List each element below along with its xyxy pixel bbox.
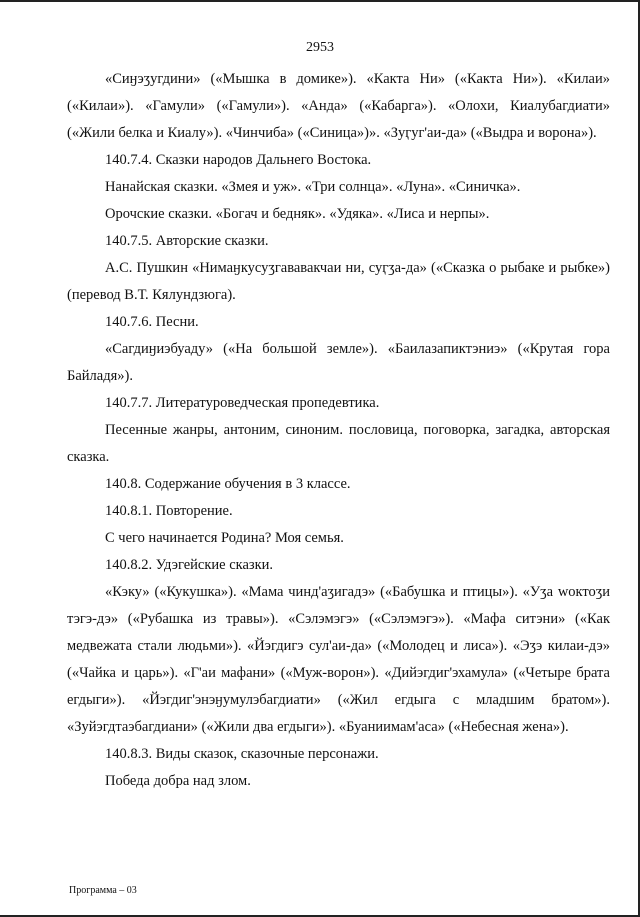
paragraph: «Сагдиӈиэбуаду» («На большой земле»). «Баилазапиктэниэ» («Крутая гора Байладя»).	[67, 341, 610, 384]
section-heading: 140.8.1. Повторение.	[105, 503, 233, 519]
section-heading: 140.7.4. Сказки народов Дальнего Востока.	[105, 152, 372, 168]
paragraph: С чего начинается Родина? Моя семья.	[105, 530, 344, 546]
section-heading: 140.7.7. Литературоведческая пропедевтика.	[105, 395, 380, 411]
section-heading: 140.7.6. Песни.	[105, 314, 199, 330]
section-heading: 140.8.2. Удэгейские сказки.	[105, 557, 274, 573]
footer-program-label: Программа – 03	[69, 885, 137, 896]
scan-edge-top	[0, 0, 640, 2]
paragraph: Орочские сказки. «Богач и бедняк». «Удяка». «Лиса и нерпы».	[105, 206, 490, 222]
paragraph: «Кэку» («Кукушка»). «Мама чинд'аʒигадэ» («Бабушка и птицы»). «Уʒа wоктоʒи тэгэ-дэ» («Рубашка из травы»). «Сэлэмэгэ» («Сэлэмэгэ»). «Мафа ситэни» («Как медвежата стали людьми»). «Йэгдигэ сул'аи-да» («Молодец и лиса»). «Эʒэ килаи-дэ» («Чайка и царь»). «Г'аи мафани» («Муж-ворон»). «Дийэгдиг'эхамула» («Четыре брата егдыги»). «Йэгдиг'энэӈумулэбагдиати» («Жил егдыга с младшим братом»). «Зуйэгдтаэбагдиани» («Жили два егдыги»). «Буаниимам'аса» («Небесная жена»).	[67, 584, 610, 735]
section-heading: 140.8.3. Виды сказок, сказочные персонажи.	[105, 746, 379, 762]
paragraph: «Сиӈэʒугдини» («Мышка в домике»). «Какта Ни» («Какта Ни»). «Килаи» («Килаи»). «Гамули» («Гамули»). «Анда» («Кабарга»). «Олохи, Киалубагдиати» («Жили белка и Киалу»). «Чинчиба» («Синица»)». «Зуӷуг'аи-да» («Выдра и ворона»).	[67, 71, 610, 141]
section-heading: 140.8. Содержание обучения в 3 классе.	[105, 476, 351, 492]
section-heading: 140.7.5. Авторские сказки.	[105, 233, 269, 249]
paragraph: Победа добра над злом.	[105, 773, 251, 789]
paragraph: Песенные жанры, антоним, синоним. пословица, поговорка, загадка, авторская сказка.	[67, 422, 610, 465]
paragraph: Нанайская сказки. «Змея и уж». «Три солнца». «Луна». «Синичка».	[105, 179, 521, 195]
paragraph: А.С. Пушкин «Нимаӈкусуʒгававакчаи ни, суӷʒа-да» («Сказка о рыбаке и рыбке») (перевод В.Т. Кялундзюга).	[67, 260, 610, 303]
page-number: 2953	[306, 40, 334, 55]
document-body	[67, 66, 610, 795]
